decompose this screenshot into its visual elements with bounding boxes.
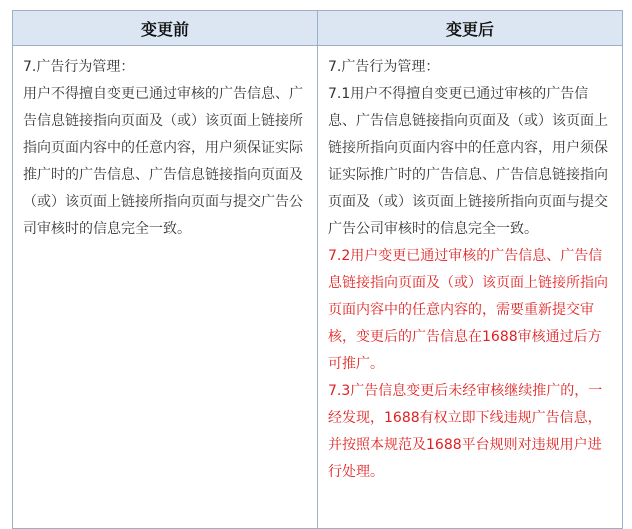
after-heading: 7.广告行为管理： bbox=[328, 59, 440, 75]
after-cell bbox=[318, 46, 623, 529]
after-paragraph-7-2: 7.2用户变更已通过审核的广告信息、广告信息链接指向页面及（或）该页面上链接所指向页面内容中的任意内容的，需要重新提交审核，变更后的广告信息在1688审核通过后方可推广。 bbox=[328, 248, 608, 372]
before-heading: 7.广告行为管理： bbox=[23, 59, 135, 75]
after-paragraph-7-1: 7.1用户不得擅自变更已通过审核的广告信息、广告信息链接指向页面及（或）该页面上链接所指向页面内容中的任意内容，用户须保证实际推广时的广告信息、广告信息链接指向页面及（或）该页面上链接所指向页面与提交广告公司审核时的信息完全一致。 bbox=[328, 86, 608, 237]
before-cell bbox=[13, 46, 318, 529]
header-before: 变更前 bbox=[13, 11, 318, 46]
after-paragraph-7-3: 7.3广告信息变更后未经审核继续推广的，一经发现，1688有权立即下线违规广告信息，并按照本规范及1688平台规则对违规用户进行处理。 bbox=[328, 383, 603, 480]
header-after: 变更后 bbox=[318, 11, 623, 46]
comparison-table bbox=[12, 10, 623, 529]
header-row bbox=[13, 11, 623, 46]
content-row bbox=[13, 46, 623, 529]
before-paragraph-1: 用户不得擅自变更已通过审核的广告信息、广告信息链接指向页面及（或）该页面上链接所指向页面内容中的任意内容，用户须保证实际推广时的广告信息、广告信息链接指向页面及（或）该页面上链接所指向页面与提交广告公司审核时的信息完全一致。 bbox=[23, 86, 303, 237]
